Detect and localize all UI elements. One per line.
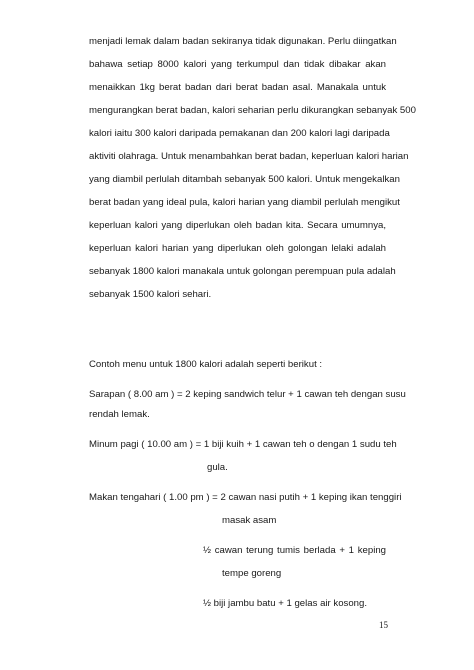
paragraph-line: keperluan kalori yang diperlukan oleh badan kita. Secara umumnya, [89, 220, 386, 231]
lunch-line-cont: masak asam [222, 515, 277, 526]
paragraph-line: kalori iaitu 300 kalori daripada pemakanan dan 200 kalori lagi daripada [89, 128, 390, 139]
paragraph-line: sebanyak 1500 kalori sehari. [89, 289, 212, 300]
paragraph-line: sebanyak 1800 kalori manakala untuk golongan perempuan pula adalah [89, 266, 396, 277]
paragraph-line: menaikkan 1kg berat badan dari berat badan asal. Manakala untuk [89, 82, 386, 93]
paragraph-line: bahawa setiap 8000 kalori yang terkumpul dan tidak dibakar akan [89, 59, 386, 70]
lunch-item-line: ½ cawan terung tumis berlada + 1 keping [203, 545, 386, 556]
breakfast-line-cont: rendah lemak. [89, 409, 150, 420]
page-number: 15 [379, 620, 388, 630]
paragraph-line: menjadi lemak dalam badan sekiranya tidak digunakan. Perlu diingatkan [89, 36, 397, 47]
paragraph-line: yang diambil perlulah ditambah sebanyak 500 kalori. Untuk mengekalkan [89, 174, 400, 185]
paragraph-line: berat badan yang ideal pula, kalori harian yang diambil perlulah mengikut [89, 197, 400, 208]
paragraph-line: mengurangkan berat badan, kalori seharian perlu dikurangkan sebanyak 500 [89, 105, 416, 116]
breakfast-line: Sarapan ( 8.00 am ) = 2 keping sandwich telur + 1 cawan teh dengan susu [89, 389, 406, 400]
menu-intro: Contoh menu untuk 1800 kalori adalah seperti berikut : [89, 359, 323, 370]
lunch-line: Makan tengahari ( 1.00 pm ) = 2 cawan nasi putih + 1 keping ikan tenggiri [89, 492, 402, 503]
lunch-item-line-cont: tempe goreng [222, 568, 282, 579]
paragraph-line: aktiviti olahraga. Untuk menambahkan berat badan, keperluan kalori harian [89, 151, 409, 162]
morning-snack-line: Minum pagi ( 10.00 am ) = 1 biji kuih + 1 cawan teh o dengan 1 sudu teh [89, 439, 397, 450]
paragraph-line: keperluan kalori harian yang diperlukan oleh golongan lelaki adalah [89, 243, 386, 254]
lunch-item-line: ½ biji jambu batu + 1 gelas air kosong. [203, 598, 367, 609]
morning-snack-line-cont: gula. [207, 462, 228, 473]
